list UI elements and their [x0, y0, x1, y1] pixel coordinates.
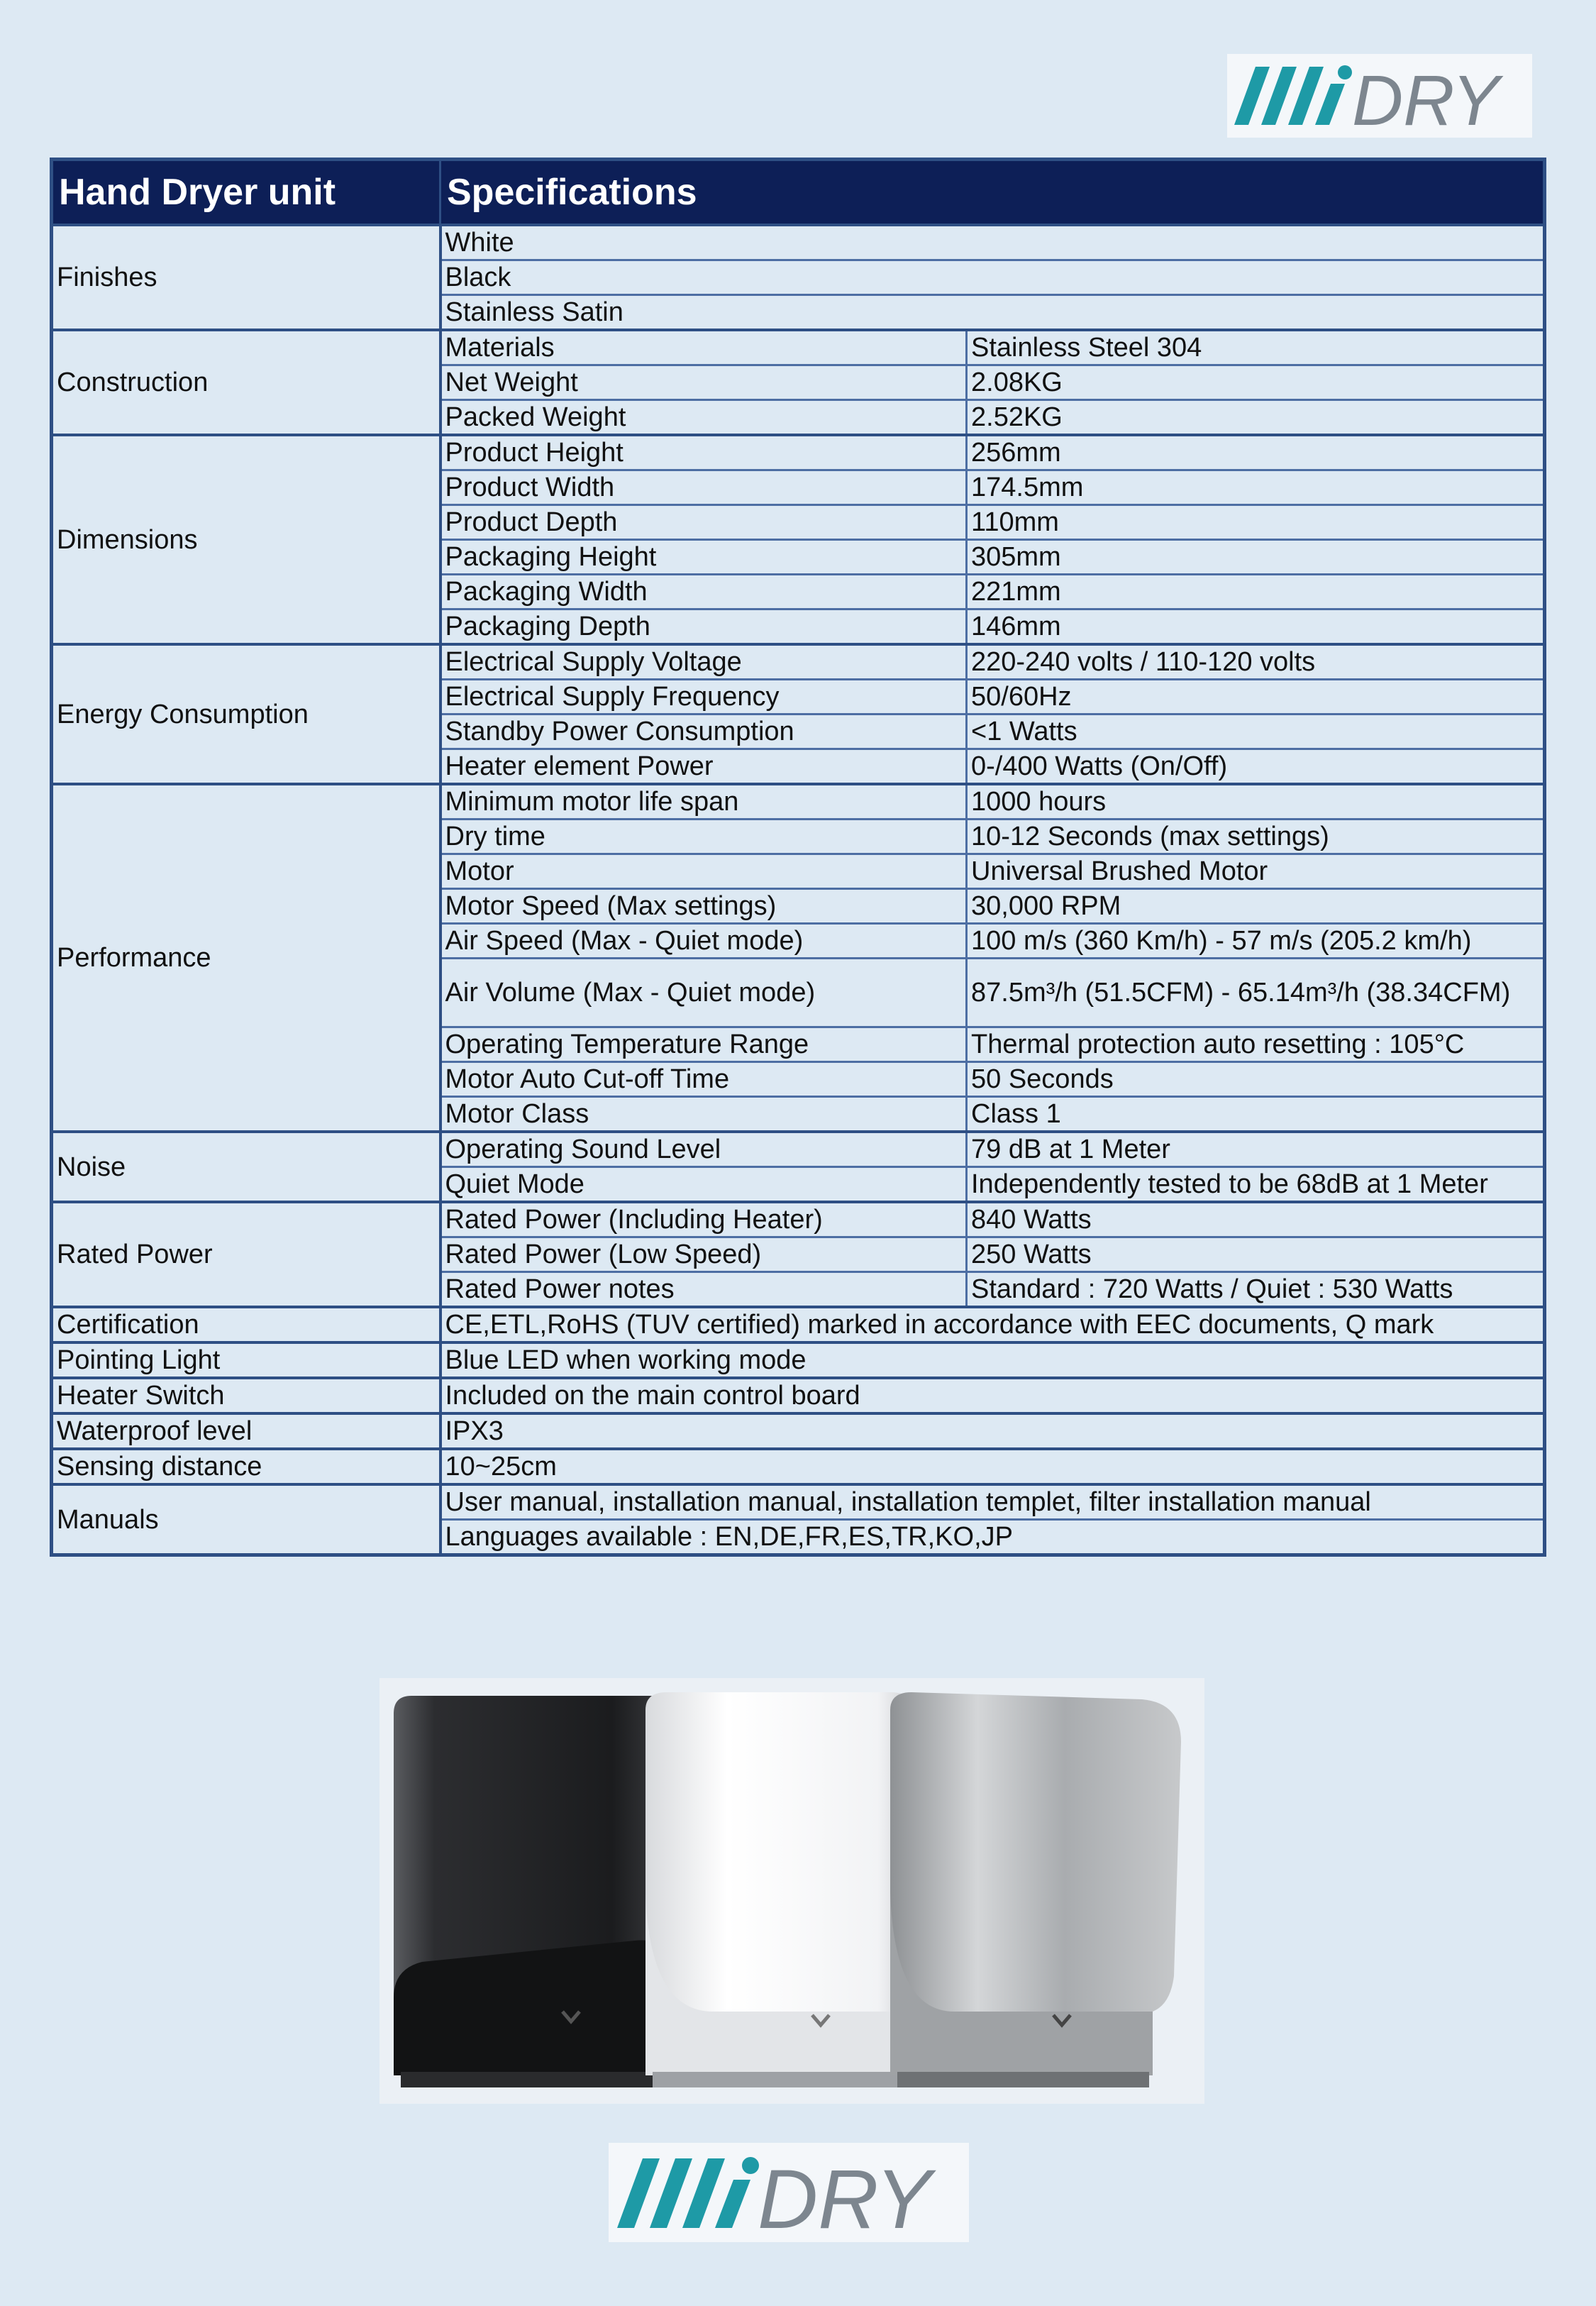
- spec-value-cell: <1 Watts: [967, 715, 1545, 749]
- spec-item-cell: Air Speed (Max - Quiet mode): [440, 924, 967, 959]
- spec-item-cell: Packaging Height: [440, 540, 967, 575]
- category-cell: Pointing Light: [52, 1342, 440, 1378]
- spec-value-cell: Standard : 720 Watts / Quiet : 530 Watts: [967, 1272, 1545, 1308]
- category-cell: Sensing distance: [52, 1449, 440, 1484]
- spec-value-cell: Universal Brushed Motor: [967, 854, 1545, 889]
- spec-value-cell: 220-240 volts / 110-120 volts: [967, 644, 1545, 680]
- spec-value-cell: Independently tested to be 68dB at 1 Meter: [967, 1167, 1545, 1203]
- table-row: [52, 1307, 1545, 1342]
- category-cell: Construction: [52, 330, 440, 435]
- spec-value-cell: 305mm: [967, 540, 1545, 575]
- category-cell: Rated Power: [52, 1202, 440, 1307]
- spec-item-cell: CE,ETL,RoHS (TUV certified) marked in accordance with EEC documents, Q mark: [440, 1307, 1545, 1342]
- spec-item-cell: Packed Weight: [440, 400, 967, 436]
- spec-value-cell: 250 Watts: [967, 1237, 1545, 1272]
- spec-item-cell: Minimum motor life span: [440, 784, 967, 820]
- spec-item-cell: Black: [440, 260, 1545, 295]
- spec-item-cell: Blue LED when working mode: [440, 1342, 1545, 1378]
- spec-item-cell: Motor: [440, 854, 967, 889]
- spec-item-cell: Included on the main control board: [440, 1378, 1545, 1413]
- spec-value-cell: 221mm: [967, 575, 1545, 609]
- table-header-row: [52, 160, 1545, 226]
- table-row: [52, 1132, 1545, 1167]
- table-row: [52, 1484, 1545, 1520]
- table-row: [52, 435, 1545, 470]
- category-cell: Finishes: [52, 225, 440, 330]
- table-row: [52, 784, 1545, 820]
- spec-value-cell: 840 Watts: [967, 1202, 1545, 1237]
- spec-value-cell: Stainless Steel 304: [967, 330, 1545, 365]
- spec-value-cell: Thermal protection auto resetting : 105°C: [967, 1027, 1545, 1062]
- spec-item-cell: Stainless Satin: [440, 295, 1545, 331]
- svg-text:DRY: DRY: [758, 2153, 931, 2242]
- spec-item-cell: Materials: [440, 330, 967, 365]
- category-cell: Performance: [52, 784, 440, 1132]
- spec-item-cell: Motor Auto Cut-off Time: [440, 1062, 967, 1097]
- table-row: [52, 1202, 1545, 1237]
- spec-item-cell: IPX3: [440, 1413, 1545, 1449]
- spec-item-cell: Packaging Width: [440, 575, 967, 609]
- spec-item-cell: User manual, installation manual, installation templet, filter installation manual: [440, 1484, 1545, 1520]
- spec-item-cell: Rated Power (Including Heater): [440, 1202, 967, 1237]
- spec-item-cell: Heater element Power: [440, 749, 967, 785]
- spec-value-cell: 100 m/s (360 Km/h) - 57 m/s (205.2 km/h): [967, 924, 1545, 959]
- spec-value-cell: Class 1: [967, 1097, 1545, 1132]
- header-specifications: Specifications: [440, 160, 1545, 226]
- spec-value-cell: 50 Seconds: [967, 1062, 1545, 1097]
- black-dryer: [394, 1696, 667, 2087]
- table-row: [52, 644, 1545, 680]
- product-photo: [379, 1678, 1204, 2104]
- table-row: [52, 1413, 1545, 1449]
- spec-value-cell: 10-12 Seconds (max settings): [967, 820, 1545, 854]
- category-cell: Certification: [52, 1307, 440, 1342]
- spec-item-cell: Rated Power notes: [440, 1272, 967, 1308]
- spec-item-cell: Air Volume (Max - Quiet mode): [440, 959, 967, 1027]
- hand-dryers-image: [379, 1678, 1204, 2104]
- spec-item-cell: 10~25cm: [440, 1449, 1545, 1484]
- category-cell: Dimensions: [52, 435, 440, 644]
- spec-item-cell: Rated Power (Low Speed): [440, 1237, 967, 1272]
- spec-item-cell: Motor Speed (Max settings): [440, 889, 967, 924]
- spec-value-cell: 174.5mm: [967, 470, 1545, 505]
- spec-item-cell: Net Weight: [440, 365, 967, 400]
- svg-text:DRY: DRY: [1352, 61, 1500, 138]
- spec-value-cell: 256mm: [967, 435, 1545, 470]
- stainless-dryer: [890, 1692, 1181, 2087]
- brand-logo-top: [1227, 54, 1532, 138]
- spec-value-cell: 146mm: [967, 609, 1545, 645]
- table-row: [52, 1449, 1545, 1484]
- spec-item-cell: Electrical Supply Voltage: [440, 644, 967, 680]
- table-row: [52, 1378, 1545, 1413]
- spec-value-cell: 110mm: [967, 505, 1545, 540]
- table-row: [52, 1342, 1545, 1378]
- spec-value-cell: 2.52KG: [967, 400, 1545, 436]
- spec-item-cell: White: [440, 225, 1545, 260]
- midry-logo-mark: [609, 2143, 969, 2242]
- category-cell: Manuals: [52, 1484, 440, 1555]
- spec-item-cell: Operating Temperature Range: [440, 1027, 967, 1062]
- category-cell: Energy Consumption: [52, 644, 440, 784]
- spec-item-cell: Languages available : EN,DE,FR,ES,TR,KO,JP: [440, 1520, 1545, 1555]
- spec-item-cell: Product Depth: [440, 505, 967, 540]
- white-dryer: [645, 1692, 919, 2087]
- spec-item-cell: Product Width: [440, 470, 967, 505]
- spec-item-cell: Motor Class: [440, 1097, 967, 1132]
- spec-item-cell: Product Height: [440, 435, 967, 470]
- spec-item-cell: Quiet Mode: [440, 1167, 967, 1203]
- spec-value-cell: 79 dB at 1 Meter: [967, 1132, 1545, 1167]
- spec-item-cell: Standby Power Consumption: [440, 715, 967, 749]
- table-row: [52, 330, 1545, 365]
- spec-item-cell: Electrical Supply Frequency: [440, 680, 967, 715]
- spec-value-cell: 0-/400 Watts (On/Off): [967, 749, 1545, 785]
- midry-logo-mark: [1227, 54, 1532, 138]
- spec-value-cell: 1000 hours: [967, 784, 1545, 820]
- spec-item-cell: Packaging Depth: [440, 609, 967, 645]
- category-cell: Heater Switch: [52, 1378, 440, 1413]
- spec-value-cell: 30,000 RPM: [967, 889, 1545, 924]
- spec-value-cell: 50/60Hz: [967, 680, 1545, 715]
- spec-value-cell: 87.5m³/h (51.5CFM) - 65.14m³/h (38.34CFM): [967, 959, 1545, 1027]
- category-cell: Noise: [52, 1132, 440, 1202]
- spec-item-cell: Operating Sound Level: [440, 1132, 967, 1167]
- spec-item-cell: Dry time: [440, 820, 967, 854]
- category-cell: Waterproof level: [52, 1413, 440, 1449]
- spec-value-cell: 2.08KG: [967, 365, 1545, 400]
- specifications-table: [50, 158, 1546, 1557]
- brand-logo-bottom: [609, 2143, 969, 2242]
- header-unit: Hand Dryer unit: [52, 160, 440, 226]
- table-row: [52, 225, 1545, 260]
